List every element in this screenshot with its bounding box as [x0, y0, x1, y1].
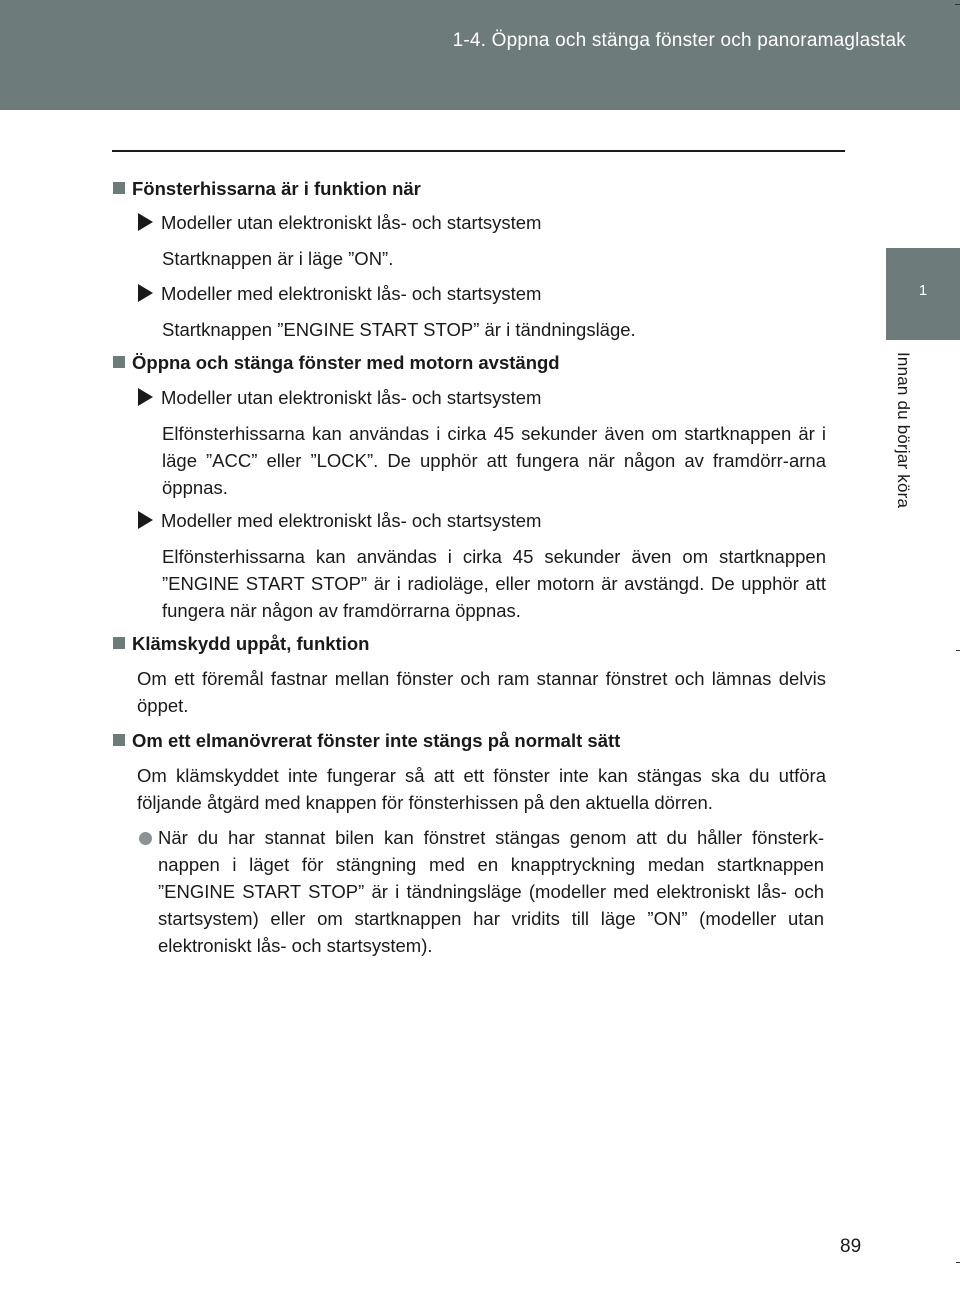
- paragraph: Elfönsterhissarna kan användas i cirka 45 sekunder även om startknappen är i läge ”ACC” eller ”LOCK”. De upphör att fungera när någon av framdörr-arna öppnas.: [162, 423, 826, 498]
- section-heading-text: Klämskydd uppåt, funktion: [132, 633, 370, 654]
- triangle-marker-icon: [138, 213, 153, 231]
- model-variant-text: Modeller med elektroniskt lås- och startsystem: [161, 510, 542, 531]
- section-rule: [112, 150, 845, 152]
- section-heading-text: Fönsterhissarna är i funktion när: [132, 178, 421, 199]
- square-bullet-icon: [113, 356, 125, 368]
- chapter-number: 1: [918, 282, 928, 299]
- crop-mark: [955, 4, 960, 5]
- model-variant-label: [138, 212, 541, 234]
- bullet-paragraph: När du har stannat bilen kan fönstret stängas genom att du håller fönsterk-nappen i läget för stängning med en knapptryckning medan startknappen ”ENGINE START STOP” är i tändningsläge (modeller med elektroniskt lås- och startsystem) eller om startknappen har vridits till läge ”ON” (modeller utan elektroniskt lås- och startsystem).: [158, 827, 824, 956]
- triangle-marker-icon: [138, 284, 153, 302]
- section-heading: [113, 633, 369, 655]
- chapter-section-title: 1-4. Öppna och stänga fönster och panoramaglastak: [452, 30, 906, 51]
- chapter-tab: [886, 248, 960, 340]
- chapter-side-label: [893, 352, 917, 542]
- crop-mark: [956, 650, 960, 651]
- chapter-side-label-text: Innan du börjar köra: [894, 352, 913, 509]
- section-heading-text: Om ett elmanövrerat fönster inte stängs på normalt sätt: [132, 730, 621, 751]
- model-variant-label: [138, 510, 541, 532]
- crop-mark: [956, 1262, 960, 1263]
- paragraph: Om klämskyddet inte fungerar så att ett fönster inte kan stängas ska du utföra följande åtgärd med knappen för fönsterhissen på den aktuella dörren.: [137, 765, 826, 813]
- model-variant-label: [138, 387, 541, 409]
- section-heading-text: Öppna och stänga fönster med motorn avstängd: [132, 352, 560, 373]
- page-number: 89: [840, 1236, 862, 1257]
- model-variant-text: Modeller utan elektroniskt lås- och startsystem: [161, 387, 542, 408]
- square-bullet-icon: [113, 734, 125, 746]
- model-variant-text: Modeller utan elektroniskt lås- och startsystem: [161, 212, 542, 233]
- paragraph: Elfönsterhissarna kan användas i cirka 45 sekunder även om startknappen ”ENGINE START STOP” är i radioläge, eller motorn är avstängd. De upphör att fungera när någon av framdörrarna öppnas.: [162, 546, 826, 621]
- model-variant-label: [138, 283, 541, 305]
- square-bullet-icon: [113, 637, 125, 649]
- chapter-header-bar: [0, 0, 960, 110]
- paragraph: Startknappen är i läge ”ON”.: [162, 248, 394, 269]
- paragraph: Om ett föremål fastnar mellan fönster och ram stannar fönstret och lämnas delvis öppet.: [137, 668, 826, 716]
- paragraph: Startknappen ”ENGINE START STOP” är i tändningsläge.: [162, 319, 636, 340]
- section-heading: [113, 178, 421, 200]
- triangle-marker-icon: [138, 388, 153, 406]
- triangle-marker-icon: [138, 511, 153, 529]
- round-bullet-icon: [139, 832, 152, 845]
- model-variant-text: Modeller med elektroniskt lås- och startsystem: [161, 283, 542, 304]
- section-heading: [113, 730, 620, 752]
- section-heading: [113, 352, 560, 374]
- square-bullet-icon: [113, 182, 125, 194]
